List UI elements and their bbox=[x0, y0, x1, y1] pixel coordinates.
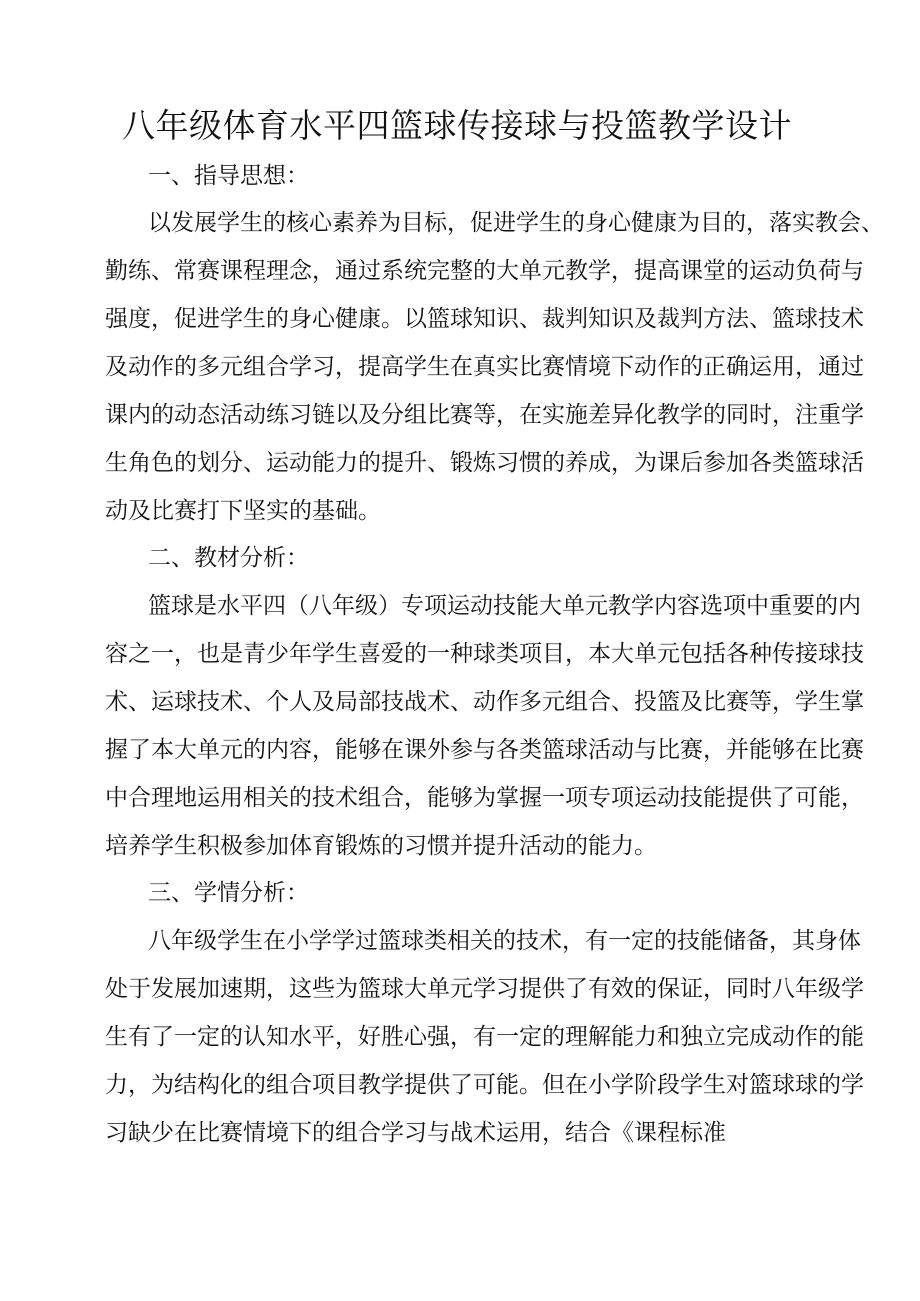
paragraph-line: 课内的动态活动练习链以及分组比赛等，在实施差异化教学的同时，注重学 bbox=[105, 402, 864, 428]
paragraph-line: 及动作的多元组合学习，提高学生在真实比赛情境下动作的正确运用，通过 bbox=[105, 354, 864, 380]
paragraph-line: 八年级学生在小学学过篮球类相关的技术，有一定的技能储备，其身体 bbox=[148, 928, 861, 954]
paragraph-line: 动及比赛打下坚实的基础。 bbox=[105, 498, 381, 524]
paragraph-line: 术、运球技术、个人及局部技战术、动作多元组合、投篮及比赛等，学生掌 bbox=[105, 689, 864, 715]
paragraph-line: 中合理地运用相关的技术组合，能够为掌握一项专项运动技能提供了可能， bbox=[105, 785, 864, 811]
paragraph-line: 以发展学生的核心素养为目标，促进学生的身心健康为目的，落实教会、 bbox=[148, 210, 884, 236]
paragraph-line: 篮球是水平四（八年级）专项运动技能大单元教学内容选项中重要的内 bbox=[148, 593, 861, 619]
paragraph-line: 力，为结构化的组合项目教学提供了可能。但在小学阶段学生对篮球球的学 bbox=[105, 1072, 864, 1098]
paragraph-line: 习缺少在比赛情境下的组合学习与战术运用，结合《课程标准 bbox=[105, 1120, 726, 1146]
paragraph-line: 培养学生积极参加体育锻炼的习惯并提升活动的能力。 bbox=[105, 833, 657, 859]
paragraph-line: 生角色的划分、运动能力的提升、锻炼习惯的养成，为课后参加各类篮球活 bbox=[105, 450, 864, 476]
paragraph-line: 勤练、常赛课程理念，通过系统完整的大单元教学，提高课堂的运动负荷与 bbox=[105, 258, 864, 284]
paragraph-line: 强度，促进学生的身心健康。以篮球知识、裁判知识及裁判方法、篮球技术 bbox=[105, 306, 864, 332]
section-heading-material-analysis: 二、教材分析： bbox=[148, 545, 309, 571]
section-heading-guiding-ideology: 一、指导思想： bbox=[148, 163, 309, 189]
paragraph-line: 握了本大单元的内容，能够在课外参与各类篮球活动与比赛，并能够在比赛 bbox=[105, 737, 864, 763]
paragraph-line: 处于发展加速期，这些为篮球大单元学习提供了有效的保证，同时八年级学 bbox=[105, 976, 864, 1002]
paragraph-line: 生有了一定的认知水平，好胜心强，有一定的理解能力和独立完成动作的能 bbox=[105, 1024, 864, 1050]
paragraph-line: 容之一，也是青少年学生喜爱的一种球类项目，本大单元包括各种传接球技 bbox=[105, 641, 864, 667]
document-title: 八年级体育水平四篮球传接球与投篮教学设计 bbox=[122, 106, 792, 145]
section-heading-learner-analysis: 三、学情分析： bbox=[148, 880, 309, 906]
